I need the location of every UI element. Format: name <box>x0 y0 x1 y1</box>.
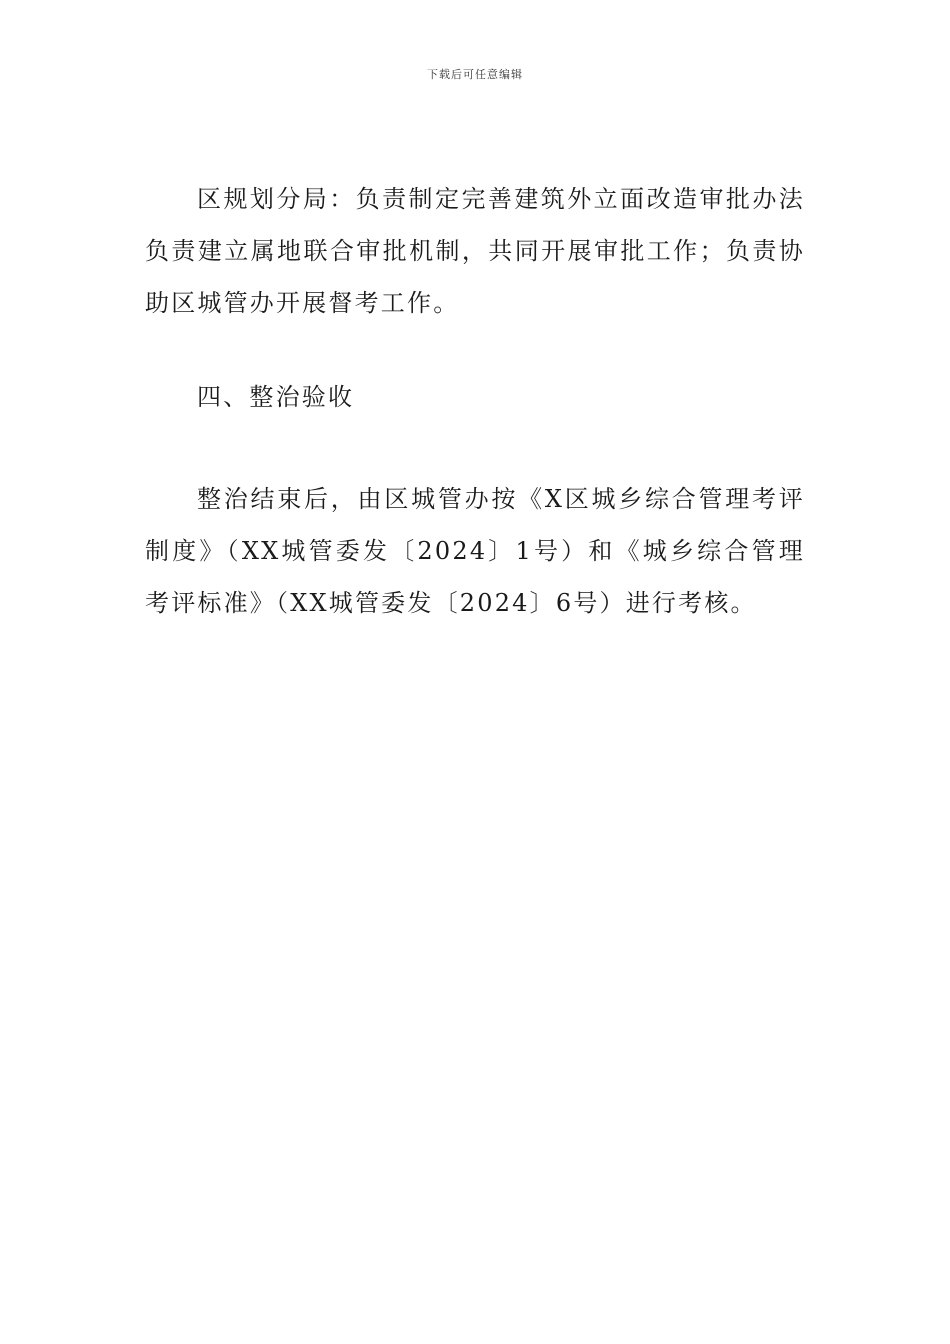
page-header-note: 下载后可任意编辑 <box>427 68 523 81</box>
paragraph-planning-bureau: 区规划分局：负责制定完善建筑外立面改造审批办法负责建立属地联合审批机制，共同开展审批工作；负责协助区城管办开展督考工作。 <box>145 185 805 317</box>
section-heading: 四、整治验收 <box>197 383 355 411</box>
paragraph-acceptance: 整治结束后，由区城管办按《X区城乡综合管理考评制度》（XX城管委发〔2024〕1号）和《城乡综合管理考评标准》（XX城管委发〔2024〕6号）进行考核。 <box>145 485 805 617</box>
